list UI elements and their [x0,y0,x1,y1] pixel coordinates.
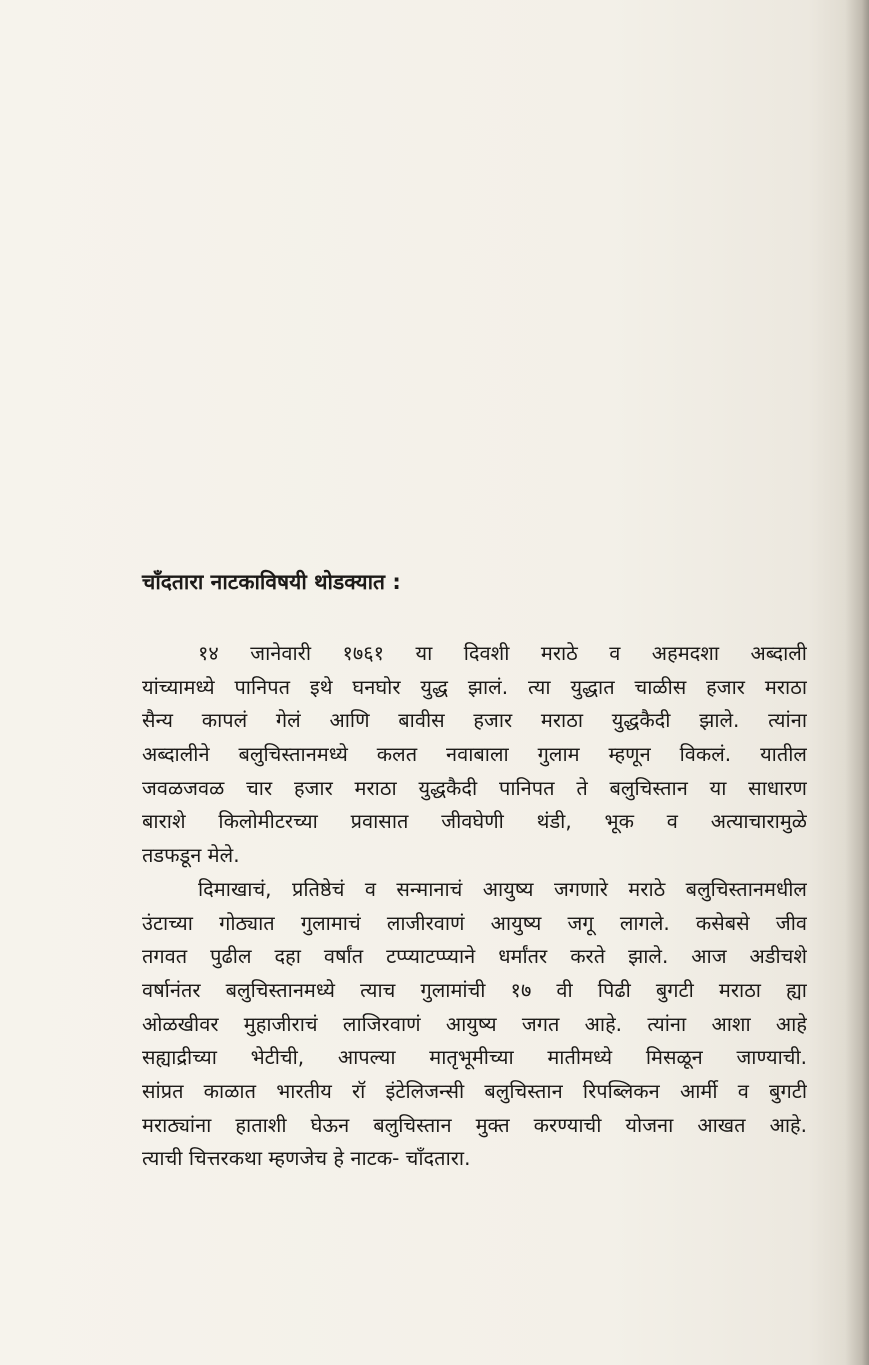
paragraph-1-line: १४ जानेवारी १७६१ या दिवशी मराठे व अहमदशा अब्दाली [198,641,807,665]
paragraph-2-line: तगवत पुढील दहा वर्षांत टप्प्याटप्प्याने धर्मांतर करते झाले. आज अडीचशे [142,944,807,969]
paragraph-2-line: मराठ्यांना हाताशी घेऊन बलुचिस्तान मुक्त करण्याची योजना आखत आहे. [142,1112,807,1137]
paragraph-1-line: बाराशे किलोमीटरच्या प्रवासात जीवघेणी थंडी, भूक व अत्याचारामुळे [142,809,807,834]
section-heading: चाँदतारा नाटकाविषयी थोडक्यात : [142,570,401,594]
paragraph-2-line: ओळखीवर मुहाजीराचं लाजिरवाणं आयुष्य जगत आहे. त्यांना आशा आहे [142,1011,807,1036]
paragraph-2-line: उंटाच्या गोठ्यात गुलामाचं लाजीरवाणं आयुष्य जगू लागले. कसेबसे जीव [142,910,807,935]
paragraph-2-line: सह्याद्रीच्या भेटीची, आपल्या मातृभूमीच्या मातीमध्ये मिसळून जाण्याची. [142,1045,807,1070]
paragraph-2-line: वर्षानंतर बलुचिस्तानमध्ये त्याच गुलामांची १७ वी पिढी बुगटी मराठा ह्या [142,977,807,1002]
page-gutter-shadow [845,0,869,1365]
paragraph-1-line: सैन्य कापलं गेलं आणि बावीस हजार मराठा युद्धकैदी झाले. त्यांना [142,708,807,733]
paragraph-2-line: सांप्रत काळात भारतीय रॉ इंटेलिजन्सी बलुचिस्तान रिपब्लिकन आर्मी व बुगटी [142,1078,807,1103]
paragraph-2-line: दिमाखाचं, प्रतिष्ठेचं व सन्मानाचं आयुष्य जगणारे मराठे बलुचिस्तानमधील [198,876,807,901]
paragraph-1-line: जवळजवळ चार हजार मराठा युद्धकैदी पानिपत ते बलुचिस्तान या साधारण [142,775,807,800]
paragraph-1-line: यांच्यामध्ये पानिपत इथे घनघोर युद्ध झालं. त्या युद्धात चाळीस हजार मराठा [142,674,807,699]
paragraph-2-last-line: त्याची चित्तरकथा म्हणजेच हे नाटक- चाँदतारा. [142,1146,471,1171]
paragraph-1-line: अब्दालीने बलुचिस्तानमध्ये कलत नवाबाला गुलाम म्हणून विकलं. यातील [142,742,807,767]
body-text [142,637,807,1176]
paragraph-1-last-line: तडफडून मेले. [142,843,240,868]
